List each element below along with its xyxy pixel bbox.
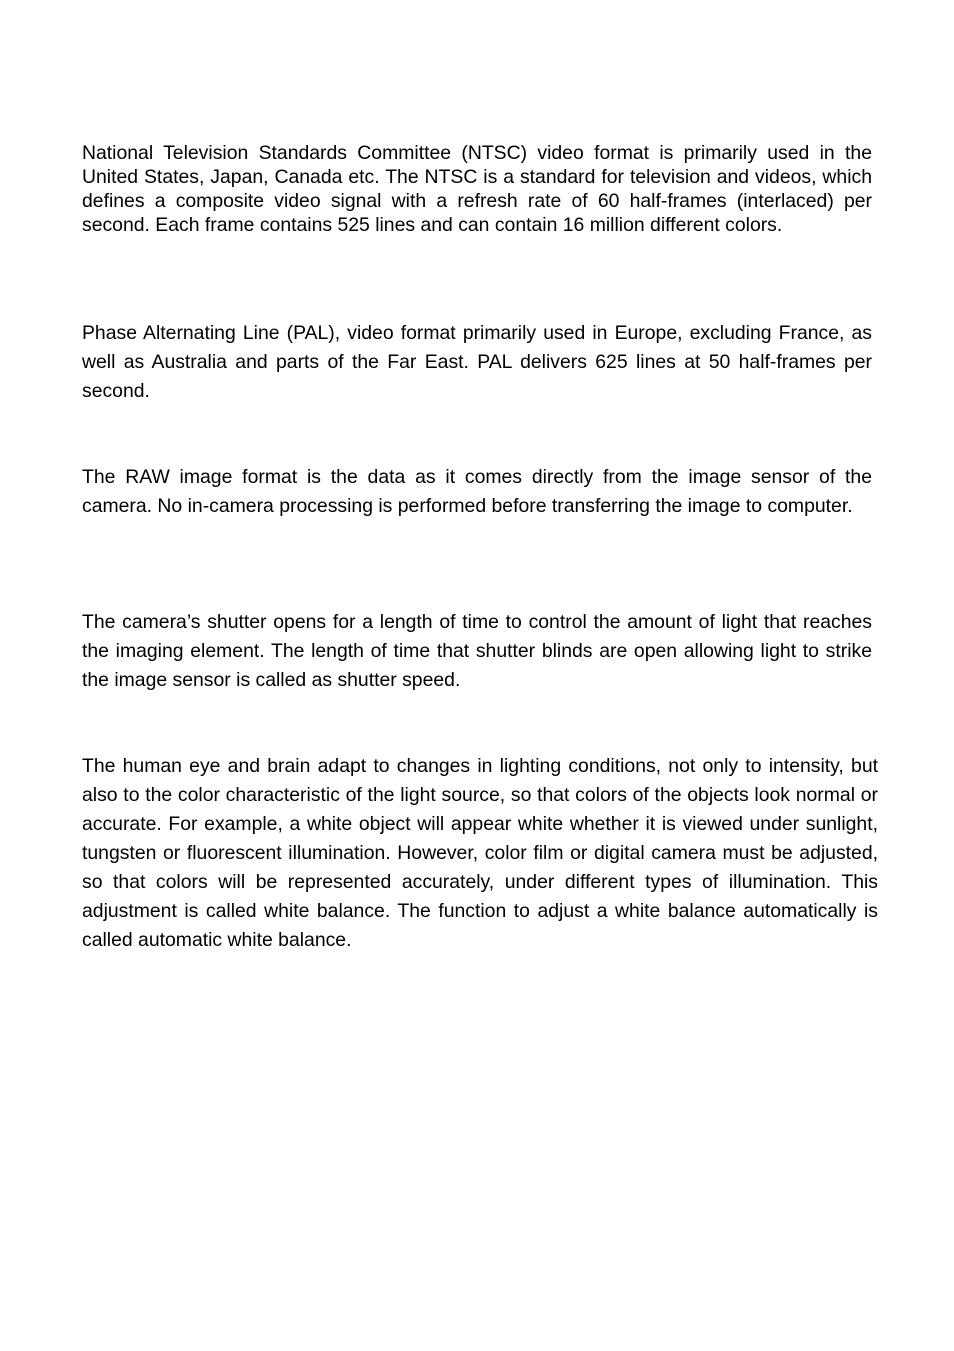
paragraph-shutter-speed: The camera’s shutter opens for a length of time to control the amount of light that reaches the imaging element. The length of time that shutter blinds are open allowing light to strike the image sensor is called as shutter speed. <box>82 611 872 691</box>
paragraph-raw: The RAW image format is the data as it comes directly from the image sensor of the camera. No in-camera processing is performed before transferring the image to computer. <box>82 466 872 517</box>
paragraph-pal: Phase Alternating Line (PAL), video format primarily used in Europe, excluding France, as well as Australia and parts of the Far East. PAL delivers 625 lines at 50 half-frames per second. <box>82 322 872 402</box>
paragraph-ntsc: National Television Standards Committee (NTSC) video format is primarily used in the United States, Japan, Canada etc. The NTSC is a standard for television and videos, which defines a composite video signal with a refresh rate of 60 half-frames (interlaced) per second. Each frame contains 525 lines and can contain 16 million different colors. <box>82 142 872 236</box>
paragraph-white-balance: The human eye and brain adapt to changes in lighting conditions, not only to intensity, but also to the color characteristic of the light source, so that colors of the objects look normal or accurate. For example, a white object will appear white whether it is viewed under sunlight, tungsten or fluorescent illumination. However, color film or digital camera must be adjusted, so that colors will be represented accurately, under different types of illumination. This adjustment is called white balance. The function to adjust a white balance automatically is called automatic white balance. <box>82 755 878 951</box>
